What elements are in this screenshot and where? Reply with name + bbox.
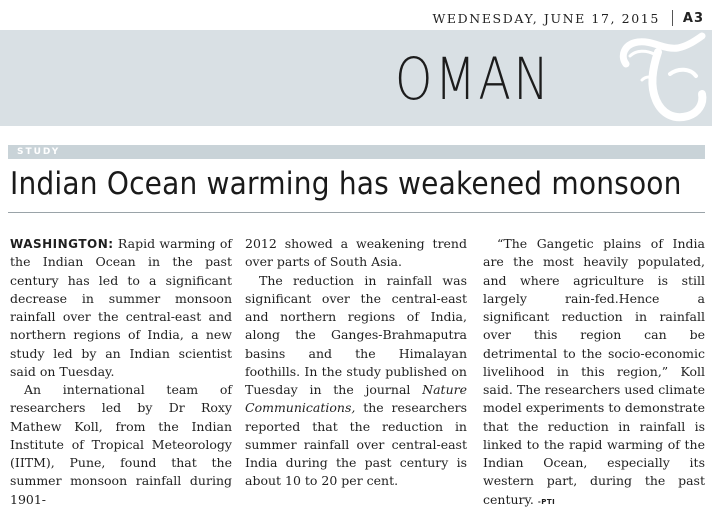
kicker-label: STUDY <box>17 147 61 157</box>
news-agency-credit: -PTI <box>537 497 556 506</box>
section-masthead <box>0 30 712 126</box>
section-name: OMAN <box>395 45 552 113</box>
article-column-3 <box>483 235 705 511</box>
article-column-1 <box>10 235 232 509</box>
paragraph-text: the researchers reported that the reduction in summer rainfall over central-east India during the past century is about 10 to 20 per cent. <box>245 400 467 489</box>
issue-date: WEDNESDAY, JUNE 17, 2015 <box>432 10 660 26</box>
paragraph-text: “The Gangetic plains of India are the most heavily populated, and where agriculture is still largely rain-fed.Hence a significant reduction in rainfall over this region can be detrimental to the socio-economic livelihood in this region,” Koll said. The researchers used climate model experiments to demonstrate that the reduction in rainfall is linked to the rapid warming of the Indian Ocean, especially its western part, during the past century. <box>483 236 705 507</box>
dateline-divider <box>672 10 673 26</box>
kicker-bar <box>8 145 705 159</box>
article-column-2 <box>245 235 467 491</box>
article-headline: Indian Ocean warming has weakened monsoon <box>10 166 682 202</box>
journal-name: Nature Communications, <box>245 382 467 416</box>
page-number: A3 <box>682 10 704 26</box>
dateline-bar <box>432 8 704 28</box>
paragraph-text: Rapid warming of the Indian Ocean in the past century has led to a significant decrease in summer monsoon rainfall over the central-east and northern regions of India, a new study led by an Indian scientist said on Tuesday. <box>10 236 232 379</box>
article-dateline: WASHINGTON: <box>10 237 114 251</box>
times-logo-icon <box>612 34 708 126</box>
article-paragraph <box>245 272 467 491</box>
headline-rule <box>8 212 705 213</box>
article-paragraph: 2012 showed a weakening trend over parts of South Asia. <box>245 236 467 270</box>
paragraph-text: The reduction in rainfall was significant over the central-east and northern regions of India, along the Ganges-Brahmaputra basins and the Himalayan foothills. In the study published on Tuesday in the journal <box>245 272 467 397</box>
article-paragraph: An international team of researchers led by Dr Roxy Mathew Koll, from the Indian Institute of Tropical Meteorology (IITM), Pune, found that the summer monsoon rainfall during 1901- <box>10 382 232 507</box>
article-paragraph <box>10 235 232 381</box>
article-paragraph <box>483 235 705 511</box>
